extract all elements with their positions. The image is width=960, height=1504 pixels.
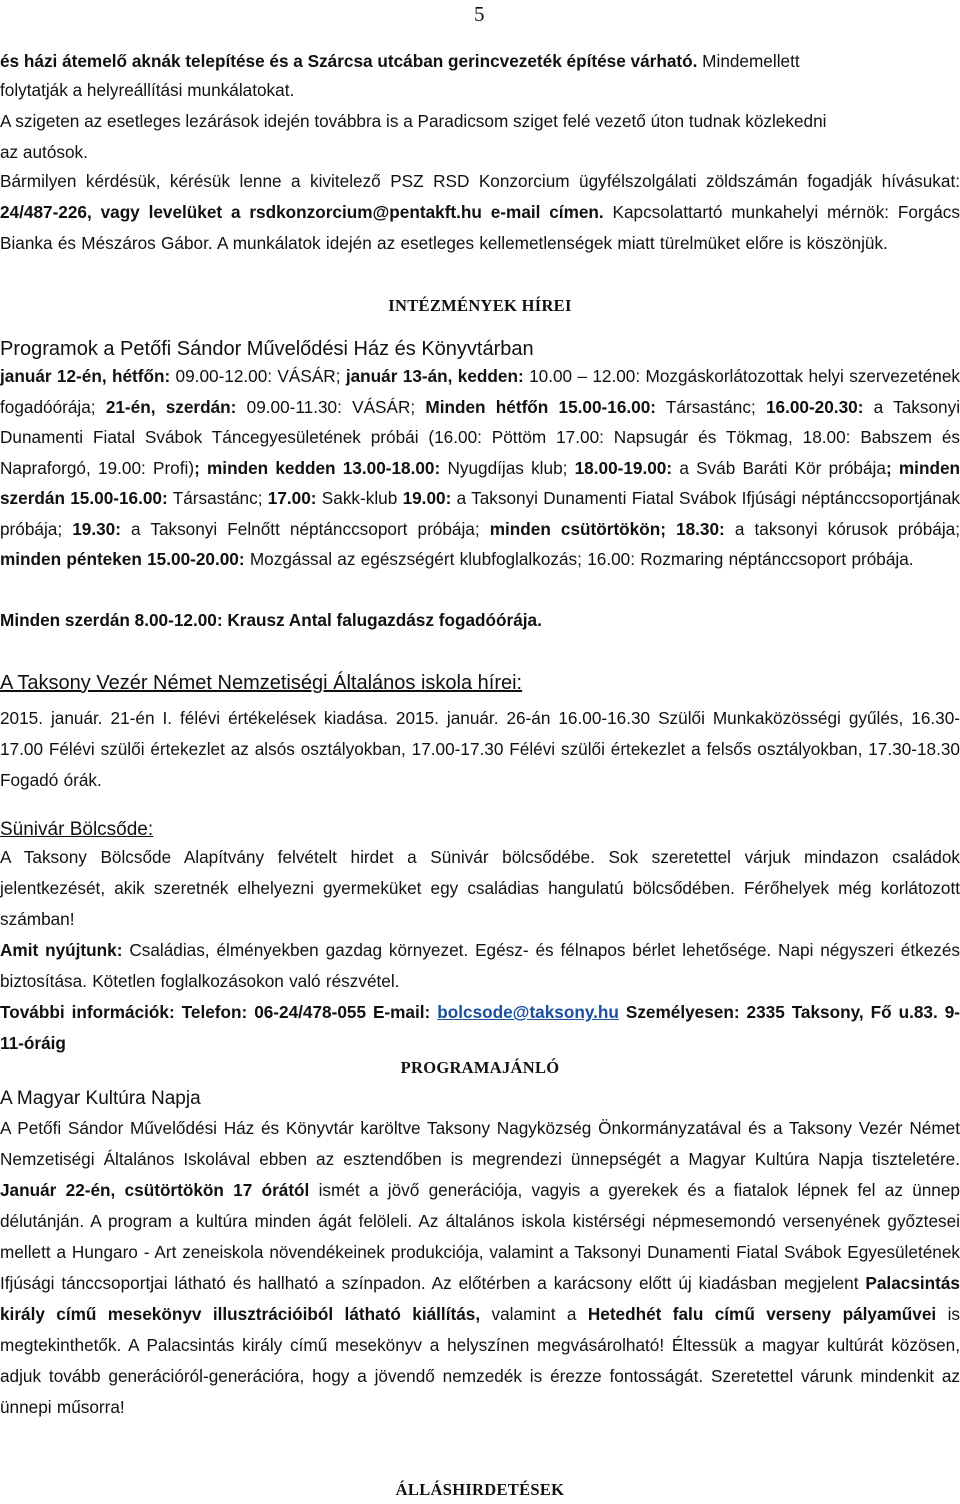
- bold-text: január 12-én, hétfőn:: [0, 366, 171, 386]
- bold-text: 17.00:: [267, 488, 317, 508]
- contact-paragraph: [0, 166, 960, 259]
- text: ismét a jövő generációja, vagyis a gyerekek és a fiatalok lépnek fel az ünnep délutánján. A program a kultúra minden ágát felöleli. Az általános iskola kistérségi népmesemondó versenyének győztesei mellett a Hungaro - Art zeneiskola növendékeinek produkciója, valamint a Taksonyi Dunamenti Fiatal Svábok Egyesületének Ifjúsági tánccsoportjai látható és hallható a színpadon. Az előtérben a karácsony előtt új kiadásban megjelent: [0, 1180, 960, 1293]
- text: a Taksonyi Dunamenti Fiatal Svábok Táncegyesületének próbái (16.00: Pöttöm 17.00: Napsugár és Tökmag, 18.00: Babszem és Napraforgó, 19.00: Profi): [0, 396, 960, 478]
- programok-title: Programok a Petőfi Sándor Művelődési Ház és Könyvtárban: [0, 338, 534, 360]
- text: is megtekinthetők. A Palacsintás király című mesekönyv a helyszínen megvásárolható! Éltessük a magyar kultúrát közösen, adjuk tovább generációról-generációra, hogy a jövendő nemzedék is érezze fontosságát. Szeretettel várunk mindenkit az ünnepi műsorra!: [0, 1304, 960, 1417]
- bold-text: Személyesen: 2335 Taksony, Fő u.83. 9-11-óráig: [0, 1002, 960, 1053]
- paragraph-line: az autósok.: [0, 142, 88, 162]
- paragraph-line: folytatják a helyreállítási munkálatokat.: [0, 80, 295, 100]
- iskola-title: [0, 672, 522, 695]
- text: Mindemellett: [697, 51, 800, 71]
- text: Bármilyen kérdésük, kérésük lenne a kivitelező PSZ RSD Konzorcium ügyfélszolgálati zöldszámán fogadják hívásukat:: [0, 171, 960, 191]
- text: 09.00-11.30: VÁSÁR;: [236, 396, 426, 417]
- bold-text: 21-én, szerdán:: [105, 396, 237, 417]
- text: Társastánc;: [656, 396, 766, 417]
- text: 10.00 – 12.00: Mozgáskorlátozottak helyi szervezetének fogadóórája;: [0, 366, 960, 417]
- text: A Petőfi Sándor Művelődési Ház és Könyvtár karöltve Taksony Nagyközség Önkormányzatával és a Taksony Vezér Német Nemzetiségi Általános Iskolával ebben az esztendőben is megrendezi ünnepségét a Magyar Kultúra Napja tiszteletére.: [0, 1118, 960, 1169]
- bold-text: Hetedhét falu című verseny pályaművei: [587, 1304, 937, 1324]
- bold-text: Amit nyújtunk:: [0, 940, 123, 960]
- paragraph-line: [0, 51, 960, 72]
- text: a taksonyi kórusok próbája;: [724, 518, 960, 539]
- iskola-text: 2015. január. 21-én I. félévi értékelések kiadása. 2015. január. 26-án 16.00-16.30 Szülői Munkaközösségi gyűlés, 16.30-17.00 Félévi szülői értekezlet az alsós osztályokban, 17.00-17.30 Félévi szülői értekezlet a felsős osztályokban, 17.30-18.30 Fogadó órák.: [0, 708, 960, 790]
- text: Sakk-klub: [316, 488, 403, 508]
- bold-text: ; minden szerdán 15.00-16.00:: [0, 457, 960, 508]
- text: a Sváb Baráti Kör próbája: [672, 457, 886, 478]
- bolcsode-info: [0, 997, 960, 1059]
- text: Nyugdíjas klub;: [440, 457, 575, 478]
- bold-text: minden pénteken 15.00-20.00:: [0, 549, 245, 569]
- text: 09.00-12.00: VÁSÁR;: [170, 366, 346, 386]
- bolcsode-title: [0, 819, 153, 841]
- falugazdasz-line: [0, 610, 960, 631]
- section-heading-programajanlo: PROGRAMAJÁNLÓ: [400, 1058, 560, 1077]
- paragraph-line: A szigeten az esetleges lezárások idején továbbra is a Paradicsom sziget felé vezető úton tudnak közlekedni: [0, 111, 827, 131]
- bold-text: További információk: Telefon: 06-24/478-055 E-mail:: [0, 1002, 438, 1022]
- text: valamint a: [480, 1304, 588, 1324]
- bold-text: 16.00-20.30:: [765, 396, 864, 417]
- bold-text: 24/487-226, vagy levelüket a rsdkonzorcium@pentakft.hu e-mail címen.: [0, 202, 604, 222]
- text: Társastánc;: [167, 488, 268, 508]
- programok-schedule: [0, 361, 960, 575]
- bold-text: Január 22-én, csütörtökön 17 órától: [0, 1180, 310, 1200]
- email-link[interactable]: bolcsode@taksony.hu: [437, 1002, 619, 1022]
- bold-text: minden csütörtökön; 18.30:: [489, 518, 725, 539]
- heading-text: A Taksony Vezér Német Nemzetiségi Általános iskola hírei:: [0, 672, 523, 694]
- text: Családias, élményekben gazdag környezet. Egész- és félnapos bérlet lehetősége. Napi négyszeri étkezés biztosítása. Kötetlen foglalkozásokon való részvétel.: [0, 940, 960, 991]
- page-number: 5: [474, 2, 485, 26]
- kultura-title: A Magyar Kultúra Napja: [0, 1088, 201, 1109]
- text: a Taksonyi Dunamenti Fiatal Svábok Ifjúsági néptánccsoportjának próbája;: [0, 488, 960, 539]
- bold-text: 19.00:: [402, 488, 452, 508]
- bold-text: Minden hétfőn 15.00-16.00:: [425, 396, 656, 417]
- section-heading-intezmenyek: INTÉZMÉNYEK HÍREI: [388, 296, 572, 315]
- bold-text: Palacsintás király című mesekönyv illusztrációiból látható kiállítás,: [0, 1273, 960, 1324]
- text: Kapcsolattartó munkahelyi mérnök: Forgács Bianka és Mészáros Gábor. A munkálatok idején az esetleges kellemetlenségek miatt türelmüket előre is köszönjük.: [0, 202, 960, 253]
- bold-text: január 13-án, kedden:: [345, 366, 524, 386]
- bolcsode-text: A Taksony Bölcsőde Alapítvány felvételt hirdet a Sünivár bölcsődébe. Sok szeretettel várjuk mindazon családok jelentkezését, akik szeretnék elhelyezni gyermeküket egy családias hangulatú bölcsődében. Férőhelyek még korlátozott számban!: [0, 847, 960, 929]
- text: Mozgással az egészségért klubfoglalkozás; 16.00: Rozmaring néptánccsoport próbája.: [244, 549, 914, 569]
- bold-text: 18.00-19.00:: [574, 457, 673, 478]
- bolcsode-offer: [0, 935, 960, 997]
- section-heading-allashirdetesek: ÁLLÁSHIRDETÉSEK: [395, 1480, 565, 1499]
- bold-text: Minden szerdán 8.00-12.00: Krausz Antal falugazdász fogadóórája.: [0, 610, 542, 630]
- heading-text: Sünivár Bölcsőde:: [0, 819, 154, 840]
- bold-text: és házi átemelő aknák telepítése és a Szárcsa utcában gerincvezeték építése várható.: [0, 51, 698, 71]
- bold-text: 19.30:: [72, 518, 121, 539]
- text: a Taksonyi Felnőtt néptánccsoport próbája;: [120, 518, 490, 539]
- kultura-text: [0, 1113, 960, 1423]
- bold-text: ; minden kedden 13.00-18.00:: [194, 457, 441, 478]
